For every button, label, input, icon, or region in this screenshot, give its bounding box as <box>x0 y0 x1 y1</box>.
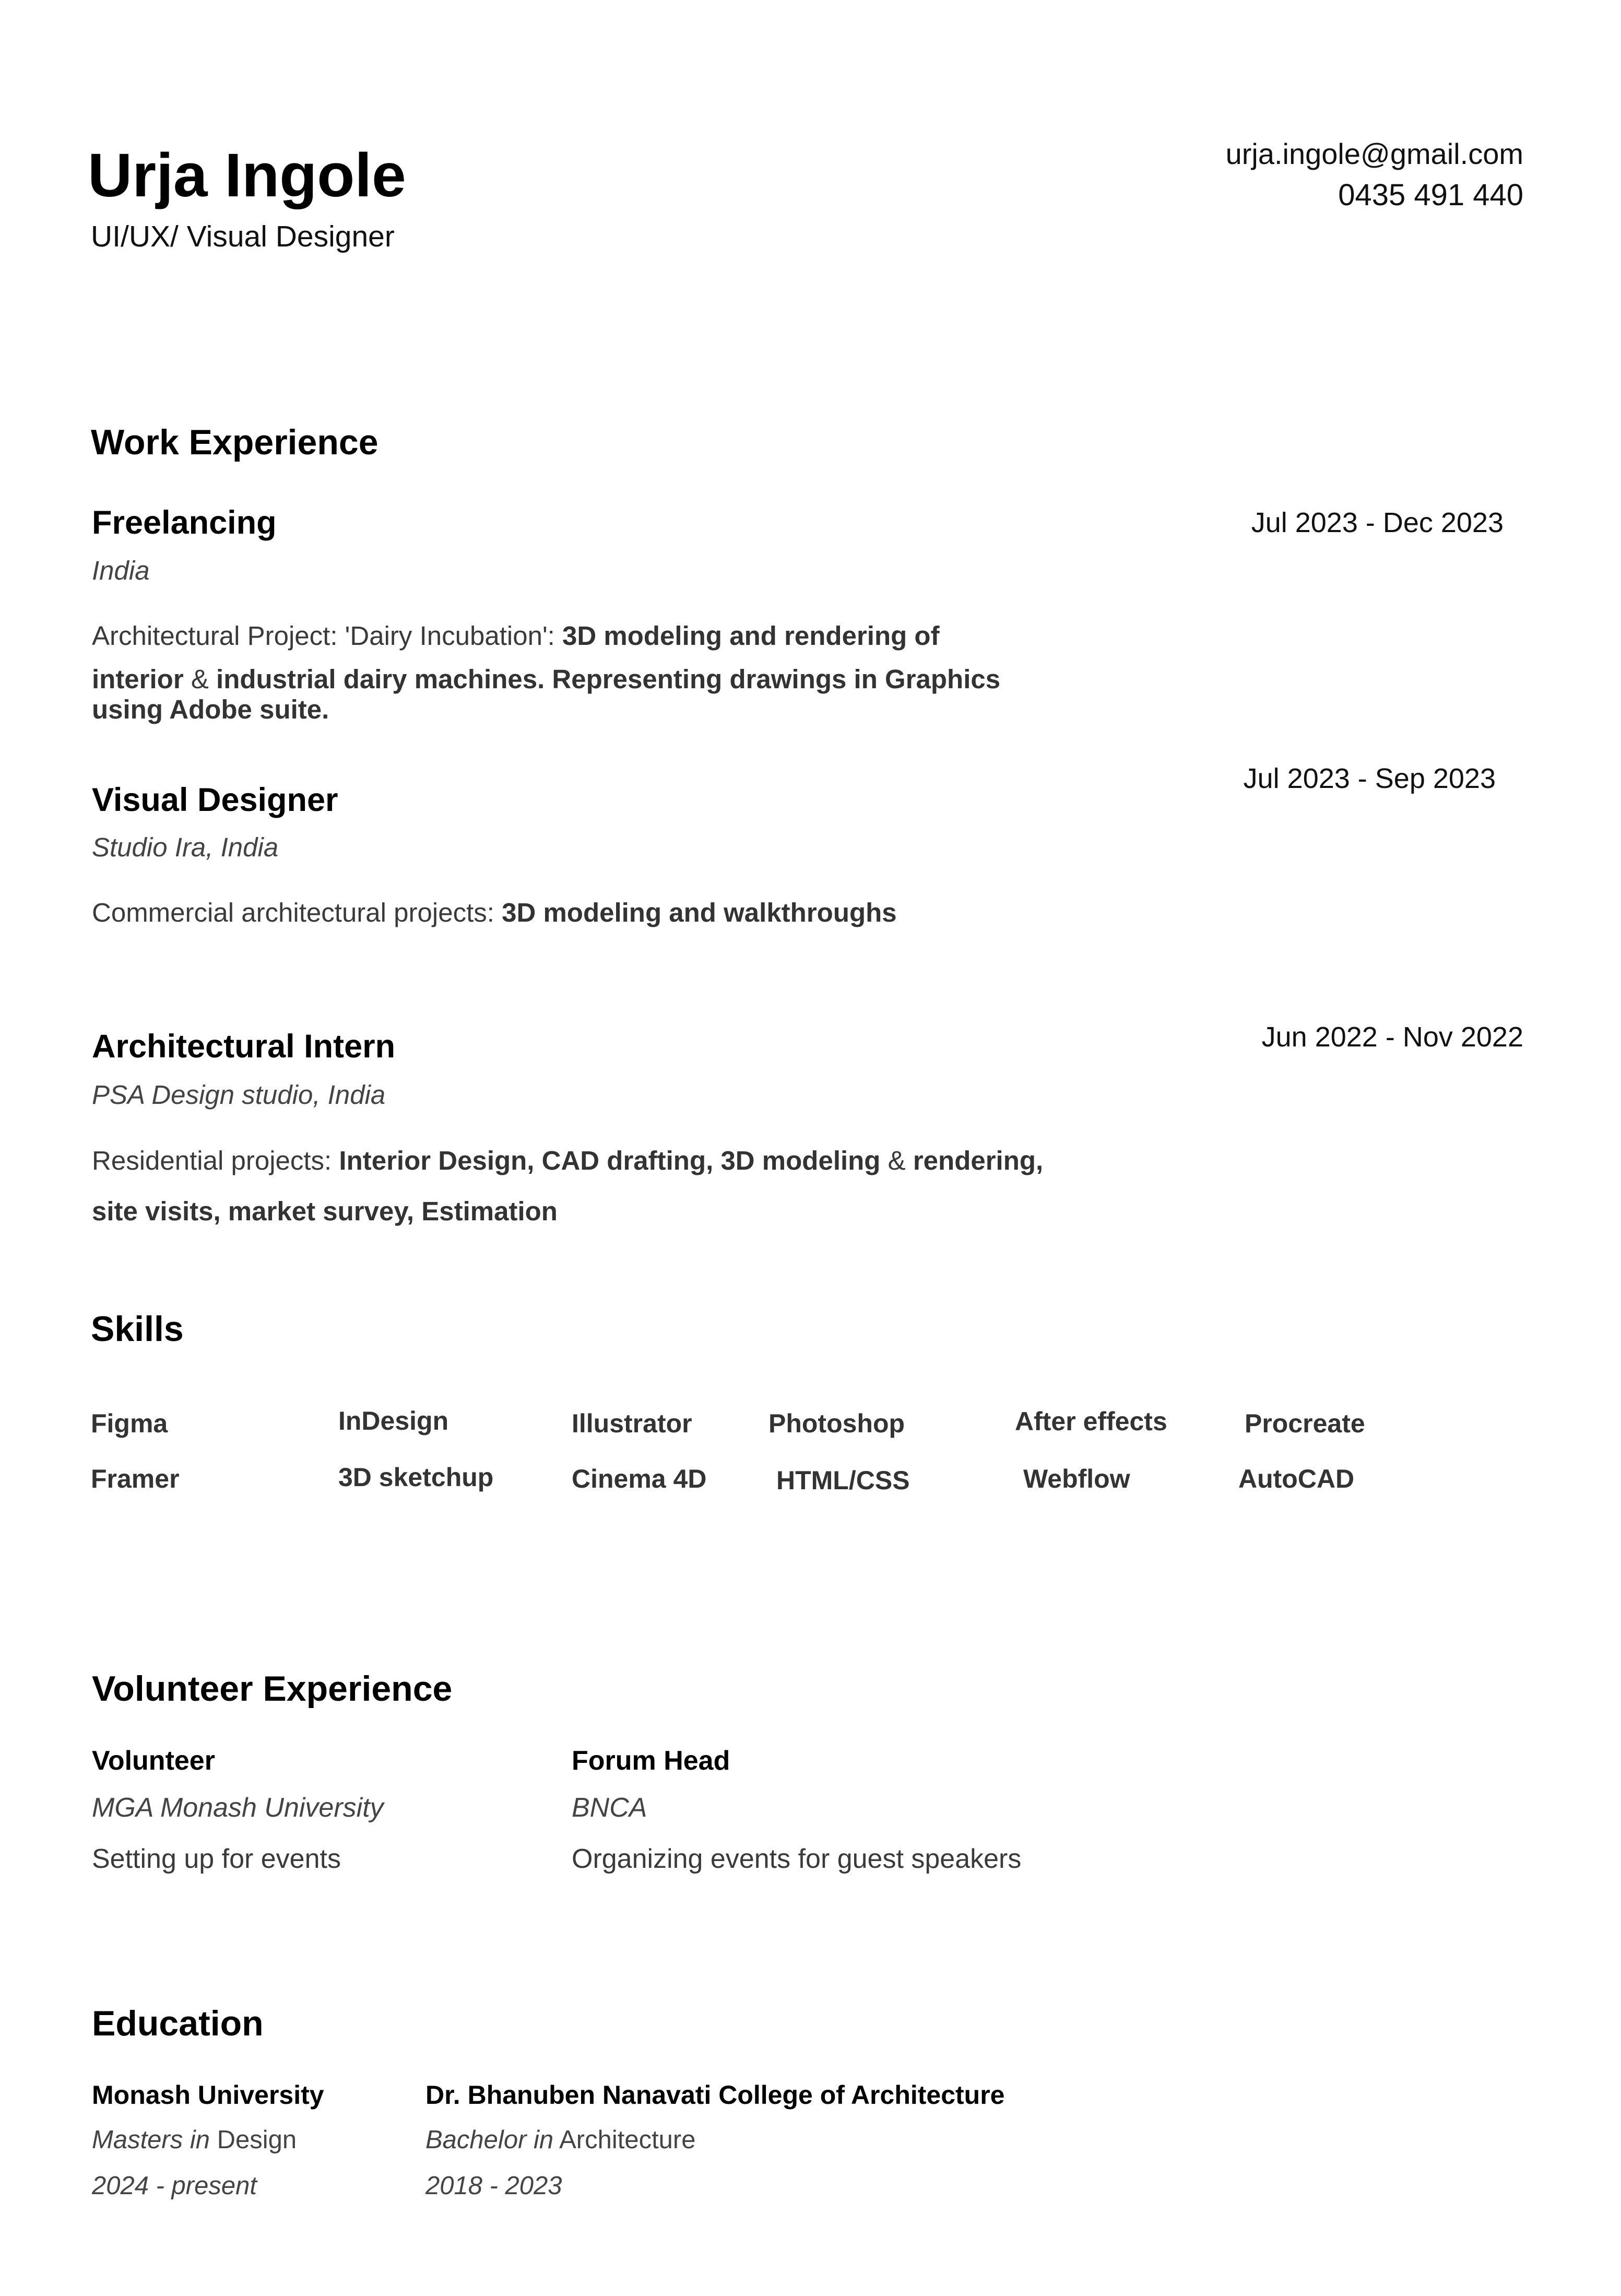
degree <box>425 2125 696 2154</box>
school-name: Dr. Bhanuben Nanavati College of Architecture <box>425 2080 1005 2110</box>
study-years: 2018 - 2023 <box>425 2172 562 2200</box>
desc-bold: interior <box>92 664 184 694</box>
desc-text: Commercial architectural projects: <box>92 898 502 927</box>
skill-item: Procreate <box>1245 1409 1365 1438</box>
degree-field: Architecture <box>553 2126 696 2154</box>
job-description-cont <box>92 1186 1188 1237</box>
job-location: India <box>92 556 150 585</box>
skill-item: Framer <box>91 1464 180 1493</box>
skill-item: Photoshop <box>768 1409 905 1438</box>
degree-prefix: Masters in <box>92 2126 210 2154</box>
desc-bold: rendering, <box>913 1146 1044 1175</box>
volunteer-role: Forum Head <box>572 1746 730 1776</box>
degree-prefix: Bachelor in <box>425 2126 554 2154</box>
skill-item: AutoCAD <box>1238 1464 1355 1493</box>
skill-item: Cinema 4D <box>572 1464 707 1493</box>
work-experience-heading: Work Experience <box>91 422 378 462</box>
volunteer-role: Volunteer <box>92 1746 215 1776</box>
degree-field: Design <box>210 2126 297 2154</box>
job-title: Visual Designer <box>92 782 338 818</box>
school-name: Monash University <box>92 2080 324 2110</box>
job-description <box>92 611 1084 661</box>
job-description <box>92 1136 1188 1186</box>
job-title: Freelancing <box>92 504 277 541</box>
job-title: Architectural Intern <box>92 1028 396 1065</box>
skill-item: InDesign <box>338 1406 449 1435</box>
volunteer-organization: BNCA <box>572 1793 647 1823</box>
volunteer-organization: MGA Monash University <box>92 1793 384 1823</box>
volunteer-heading: Volunteer Experience <box>92 1669 453 1709</box>
skill-item: Figma <box>91 1409 168 1438</box>
job-date: Jul 2023 - Dec 2023 <box>1251 507 1504 538</box>
job-date: Jul 2023 - Sep 2023 <box>1243 763 1496 794</box>
volunteer-description: Organizing events for guest speakers <box>572 1844 1022 1874</box>
skill-item: 3D sketchup <box>338 1463 494 1492</box>
job-location: Studio Ira, India <box>92 832 279 862</box>
phone-number[interactable]: 0435 491 440 <box>1338 178 1523 212</box>
education-heading: Education <box>92 2004 264 2043</box>
desc-text: Residential projects: <box>92 1146 339 1175</box>
job-location: PSA Design studio, India <box>92 1080 386 1110</box>
skill-item: Webflow <box>1023 1464 1130 1493</box>
volunteer-description: Setting up for events <box>92 1844 341 1874</box>
email-address[interactable]: urja.ingole@gmail.com <box>1225 137 1523 170</box>
skill-item: Illustrator <box>572 1409 692 1438</box>
desc-text: & <box>183 664 217 694</box>
desc-bold: 3D modeling and walkthroughs <box>502 898 897 927</box>
job-date: Jun 2022 - Nov 2022 <box>1261 1021 1523 1053</box>
degree <box>92 2125 297 2154</box>
desc-bold: using Adobe suite. <box>92 694 329 724</box>
desc-text: & <box>880 1146 913 1175</box>
job-description <box>92 888 1084 938</box>
job-description-cont <box>92 664 1084 725</box>
desc-text: Architectural Project: 'Dairy Incubation': <box>92 621 563 651</box>
skills-heading: Skills <box>91 1309 184 1349</box>
desc-bold: Interior Design, CAD drafting, 3D modeling <box>339 1146 881 1175</box>
candidate-name: Urja Ingole <box>88 141 406 210</box>
desc-bold: site visits, market survey, Estimation <box>92 1196 558 1226</box>
desc-bold: industrial dairy machines. Representing drawings in Graphics <box>216 664 1001 694</box>
desc-bold: 3D modeling and rendering of <box>562 621 940 651</box>
skill-item: HTML/CSS <box>776 1466 910 1495</box>
study-years: 2024 - present <box>92 2172 257 2200</box>
candidate-role: UI/UX/ Visual Designer <box>91 220 395 253</box>
skill-item: After effects <box>1015 1407 1167 1436</box>
